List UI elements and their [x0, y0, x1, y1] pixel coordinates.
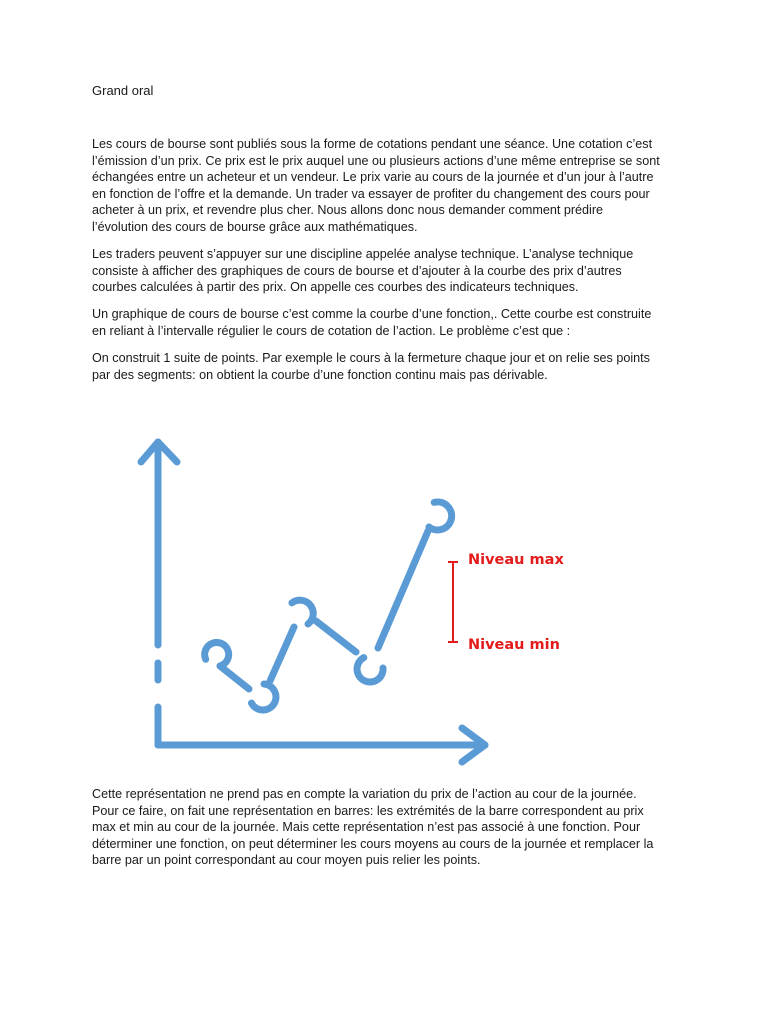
curve-points: [205, 502, 452, 710]
curve-segment: [378, 531, 428, 648]
text-line: déterminer une fonction, on peut déterminer les cours moyens au cours de la journée et remplacer la: [92, 836, 654, 851]
paragraph-analyse-technique: [92, 246, 692, 296]
text-line: Un graphique de cours de bourse c’est comme la courbe d’une fonction,. Cette courbe est construite: [92, 307, 652, 321]
text-line: Les cours de bourse sont publiés sous la forme de cotations pendant une séance. Une cotation c’est: [92, 137, 653, 151]
text-line: consiste à afficher des graphiques de cours de bourse et d’ajouter à la courbe des prix d’autres: [92, 263, 622, 278]
text-line: Pour ce faire, on fait une représentation en barres: les extrémités de la barre correspondent au prix: [92, 803, 644, 818]
text-line: Les traders peuvent s’appuyer sur une discipline appelée analyse technique. L’analyse technique: [92, 247, 634, 261]
niveau-min-label: Niveau min: [468, 637, 560, 653]
curve-point: [252, 684, 276, 710]
text-line: en reliant à l’intervalle régulier le cours de cotation de l’action. Le problème c’est que :: [92, 323, 571, 338]
text-line: l’émission d’un prix. Ce prix est le prix auquel une ou plusieurs actions d’une même entreprise se sont: [92, 153, 660, 168]
document-title: Grand oral: [92, 83, 154, 98]
text-line: par des segments: on obtient la courbe d’une fonction continu mais pas dérivable.: [92, 367, 548, 382]
paragraph-intro: [92, 136, 692, 235]
paragraph-graphique: [92, 306, 692, 339]
paragraph-suite-points: [92, 350, 692, 383]
text-line: barre par un point correspondant au cour moyen puis relier les points.: [92, 853, 481, 867]
niveau-max-label: Niveau max: [468, 552, 564, 568]
curve-segment: [270, 627, 294, 681]
text-line: acheter à un prix, et revendre plus cher. Nous allons donc nous demander comment prédire: [92, 203, 604, 217]
text-line: courbes calculées à partir des prix. On appelle ces courbes des indicateurs techniques.: [92, 280, 579, 294]
curve-point: [205, 642, 229, 666]
curve-point: [357, 658, 383, 682]
paragraph-barres: [92, 786, 692, 869]
level-annotation: [448, 562, 458, 642]
curve-point: [292, 600, 313, 624]
axes: [141, 442, 485, 762]
curve-segment: [220, 666, 249, 689]
text-line: en fonction de l’offre et la demande. Un trader va essayer de profiter du changement des cours pour: [92, 186, 650, 201]
price-curve-illustration: [130, 425, 564, 770]
text-line: échangées entre un acheteur et un vendeur. Le prix varie au cours de la journée et d’un jour à l’autre: [92, 170, 654, 184]
price-curve: [220, 531, 428, 689]
text-line: l’évolution des cours de bourse grâce aux mathématiques.: [92, 219, 418, 234]
text-line: On construit 1 suite de points. Par exemple le cours à la fermeture chaque jour et on relie ses points: [92, 351, 650, 365]
curve-point: [429, 502, 452, 530]
curve-segment: [316, 621, 356, 652]
text-line: Cette représentation ne prend pas en compte la variation du prix de l’action au cour de la journée.: [92, 787, 637, 801]
text-line: max et min au cour de la journée. Mais cette représentation n’est pas associé à une fonction. Pour: [92, 820, 641, 834]
